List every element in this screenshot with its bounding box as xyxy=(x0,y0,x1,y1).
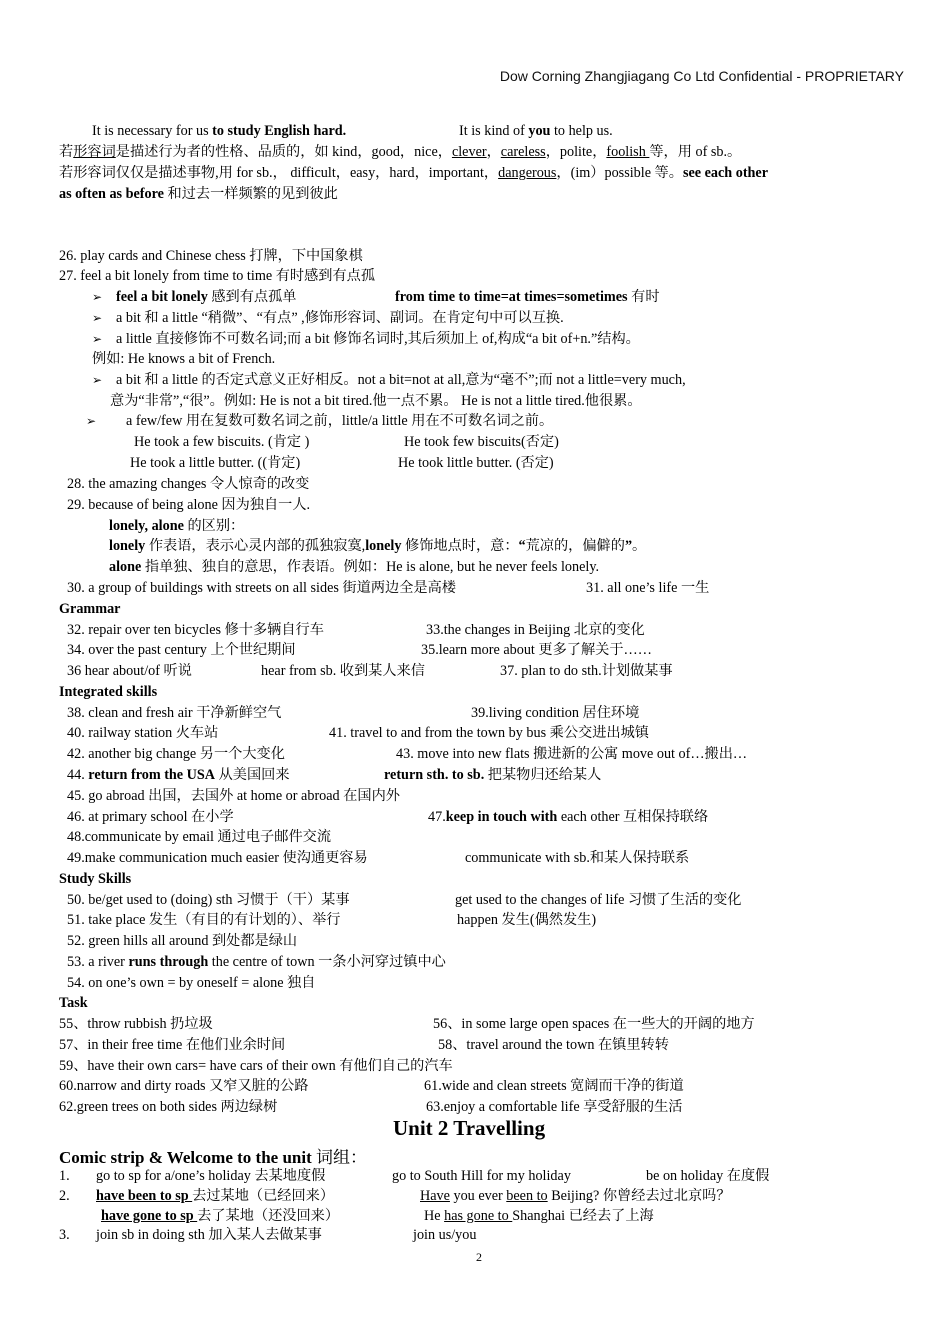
item-50: 50. be/get used to (doing) sth 习惯于（干）某事 xyxy=(67,892,350,908)
unit-item-2b-example xyxy=(424,1206,654,1226)
text: It is necessary for us xyxy=(92,123,213,139)
section-integrated: Integrated skills xyxy=(59,684,158,700)
item-34: 34. over the past century 上个世纪期间 xyxy=(67,642,296,658)
text: the centre of town 一条小河穿过镇中心 xyxy=(208,954,446,970)
text: a bit 和 a little “稍微”、“有点” ,修饰形容词、副词。在肯定句中可以互换. xyxy=(116,310,564,326)
item-39: 39.living condition 居住环境 xyxy=(471,705,640,721)
item-31: 31. all one’s life 一生 xyxy=(586,580,710,596)
text: 若形容词仅仅是描述事物,用 for sb.， difficult，easy，hard，important， xyxy=(59,165,499,181)
text: 44. xyxy=(67,767,89,783)
arrow-bullet-icon: ➢ xyxy=(92,332,103,346)
item-48: 48.communicate by email 通过电子邮件交流 xyxy=(67,829,332,845)
item-36: 36 hear about/of 听说 xyxy=(67,663,192,679)
item-46: 46. at primary school 在小学 xyxy=(67,809,234,825)
item-43: 43. move into new flats 搬进新的公寓 move out of…搬出… xyxy=(396,746,748,762)
item-61: 61.wide and clean streets 宽阔而干净的街道 xyxy=(424,1078,684,1094)
unit-item-2-num: 2. xyxy=(59,1188,70,1204)
text: 指单独、独自的意思，作表语。例如：He is alone, but he never feels lonely. xyxy=(141,559,600,575)
item-37: 37. plan to do sth.计划做某事 xyxy=(500,663,673,679)
bullet-3-example: 例如: He knows a bit of French. xyxy=(92,351,276,367)
item-32: 32. repair over ten bicycles 修十多辆自行车 xyxy=(67,622,324,638)
item-49b: communicate with sb.和某人保持联系 xyxy=(465,850,690,866)
lonely-heading xyxy=(109,516,244,536)
arrow-bullet-icon: ➢ xyxy=(92,311,103,325)
item-29: 29. because of being alone 因为独自一人. xyxy=(67,497,311,513)
text: ，polite， xyxy=(545,144,607,160)
arrow-bullet-icon: ➢ xyxy=(92,373,103,387)
text: Have xyxy=(420,1188,450,1204)
text: to help us. xyxy=(550,123,613,139)
unit-title: Unit 2 Travelling xyxy=(393,1116,546,1140)
text: have gone to sp xyxy=(101,1208,198,1224)
text: 感到有点孤单 xyxy=(207,289,297,305)
item-49: 49.make communication much easier 使沟通更容易 xyxy=(67,850,368,866)
item-36b: hear from sb. 收到某人来信 xyxy=(261,663,425,679)
item-42: 42. another big change 另一个大变化 xyxy=(67,746,285,762)
text: 若 xyxy=(59,144,74,160)
intro-line-1 xyxy=(92,121,346,141)
text: feel a bit lonely xyxy=(116,289,208,305)
text: 。 xyxy=(632,538,647,554)
text: 从美国回来 xyxy=(215,767,290,783)
item-51: 51. take place 发生（有目的有计划的）、举行 xyxy=(67,912,341,928)
section-task: Task xyxy=(59,995,88,1011)
item-57: 57、in their free time 在他们业余时间 xyxy=(59,1037,286,1053)
text: Beijing? 你曾经去过北京吗？ xyxy=(547,1188,731,1204)
text: 是描述行为者的性格、品质的，如 kind，good，nice， xyxy=(115,144,452,160)
text: lonely xyxy=(365,538,402,554)
text: 把某物归还给某人 xyxy=(484,767,602,783)
text: ，(im）possible 等。 xyxy=(556,165,683,181)
text: It is kind of xyxy=(459,123,529,139)
unit-item-2 xyxy=(96,1186,334,1206)
text: 修饰地点时，意： xyxy=(401,538,519,554)
bullet-3 xyxy=(92,329,640,349)
item-41: 41. travel to and from the town by bus 乘公交进出城镇 xyxy=(329,725,649,741)
text: 的区别： xyxy=(183,518,245,534)
text: keep in touch with xyxy=(445,809,558,825)
arrow-bullet-icon: ➢ xyxy=(92,290,103,304)
item-51b: happen 发生(偶然发生) xyxy=(457,912,597,928)
text: dangerous xyxy=(498,165,557,181)
item-54: 54. on one’s own = by oneself = alone 独自 xyxy=(67,975,316,991)
text: been to xyxy=(506,1188,548,1204)
bullet-5-ex3: He took a little butter. ((肯定) xyxy=(130,455,301,471)
text: runs through xyxy=(128,954,209,970)
item-40: 40. railway station 火车站 xyxy=(67,725,219,741)
text: 词组： xyxy=(311,1148,368,1167)
item-44b xyxy=(384,765,601,785)
text: to study English hard. xyxy=(212,123,347,139)
text: ， xyxy=(486,144,501,160)
lonely-line-2 xyxy=(109,557,599,577)
item-38: 38. clean and fresh air 干净新鲜空气 xyxy=(67,705,282,721)
bullet-2 xyxy=(92,308,564,328)
intro-line-2 xyxy=(59,142,741,162)
item-52: 52. green hills all around 到处都是绿山 xyxy=(67,933,298,949)
text: have been to sp xyxy=(96,1188,193,1204)
text: a little 直接修饰不可数名词;而 a bit 修饰名词时,其后须加上 of,构成“a bit of+n.”结构。 xyxy=(116,331,640,347)
bullet-5-ex4: He took little butter. (否定) xyxy=(398,455,554,471)
text: foolish xyxy=(606,144,650,160)
bullet-5 xyxy=(86,411,553,431)
item-35: 35.learn more about 更多了解关于…… xyxy=(421,642,652,658)
text: has gone to xyxy=(444,1208,513,1224)
text: clever xyxy=(451,144,487,160)
item-63: 63.enjoy a comfortable life 享受舒服的生活 xyxy=(426,1099,683,1115)
text: Shanghai 已经去了上海 xyxy=(512,1208,654,1224)
bullet-1 xyxy=(92,287,297,307)
item-26: 26. play cards and Chinese chess 打牌，下中国象棋 xyxy=(59,248,363,264)
item-45: 45. go abroad 出国，去国外 at home or abroad 在国内外 xyxy=(67,788,400,804)
text: lonely xyxy=(109,538,146,554)
unit-item-3-num: 3. xyxy=(59,1227,70,1243)
item-59: 59、have their own cars= have cars of their own 有他们自己的汽车 xyxy=(59,1058,453,1074)
item-62: 62.green trees on both sides 两边绿树 xyxy=(59,1099,278,1115)
text: 形容词 xyxy=(73,144,116,160)
text: a bit 和 a little 的否定式意义正好相反。not a bit=not at all,意为“毫不”;而 not a little=very much, xyxy=(116,372,686,388)
text: lonely, alone xyxy=(109,518,184,534)
item-27: 27. feel a bit lonely from time to time 有时感到有点孤 xyxy=(59,268,376,284)
item-33: 33.the changes in Beijing 北京的变化 xyxy=(426,622,645,638)
text: 作表语，表示心灵内部的孤独寂寞, xyxy=(145,538,366,554)
text: He xyxy=(424,1208,445,1224)
text: 53. a river xyxy=(67,954,129,970)
item-44 xyxy=(67,765,290,785)
intro-line-4 xyxy=(59,184,338,204)
text: careless xyxy=(500,144,546,160)
text: 等，用 of sb.。 xyxy=(649,144,742,160)
unit-item-2b xyxy=(101,1206,339,1226)
section-grammar: Grammar xyxy=(59,601,121,617)
text: from time to time=at times=sometimes xyxy=(395,289,628,305)
bullet-4-cont: 意为“非常”,“很”。例如: He is not a bit tired.他一点不累。 He is not a little tired.他很累。 xyxy=(110,393,642,409)
text: 和过去一样频繁的见到彼此 xyxy=(163,186,338,202)
text: you xyxy=(528,123,551,139)
intro-line-1b xyxy=(459,121,613,141)
text: you ever xyxy=(449,1188,507,1204)
text: ” xyxy=(624,538,633,554)
unit-item-3b: join us/you xyxy=(413,1227,477,1243)
unit-item-3: join sb in doing sth 加入某人去做某事 xyxy=(96,1227,322,1243)
item-60: 60.narrow and dirty roads 又窄又脏的公路 xyxy=(59,1078,309,1094)
intro-line-3 xyxy=(59,163,768,183)
text: return sth. to sb. xyxy=(384,767,485,783)
bullet-5-ex1: He took a few biscuits. (肯定 ) xyxy=(134,434,310,450)
arrow-bullet-icon: ➢ xyxy=(86,414,97,428)
text: return from the USA xyxy=(88,767,216,783)
unit-item-2-example xyxy=(420,1186,731,1206)
text: Comic strip & Welcome to the unit xyxy=(59,1148,312,1167)
page-header: Dow Corning Zhangjiagang Co Ltd Confidential - PROPRIETARY xyxy=(499,68,904,84)
bullet-1b xyxy=(395,287,660,307)
item-47 xyxy=(428,807,708,827)
section-study-skills: Study Skills xyxy=(59,871,132,887)
text: alone xyxy=(109,559,142,575)
lonely-line-1 xyxy=(109,536,646,556)
item-58: 58、travel around the town 在镇里转转 xyxy=(438,1037,669,1053)
text: as often as before xyxy=(59,186,164,202)
bullet-4 xyxy=(92,370,686,390)
text: each other 互相保持联络 xyxy=(557,809,709,825)
item-56: 56、in some large open spaces 在一些大的开阔的地方 xyxy=(433,1016,755,1032)
text: 荒凉的，偏僻的 xyxy=(525,538,625,554)
item-53 xyxy=(67,952,446,972)
item-28: 28. the amazing changes 令人惊奇的改变 xyxy=(67,476,310,492)
unit-item-1-num: 1. xyxy=(59,1168,70,1184)
text: a few/few 用在复数可数名词之前，little/a little 用在不可数名词之前。 xyxy=(126,413,554,429)
unit-item-1c: be on holiday 在度假 xyxy=(646,1168,770,1184)
text: 47. xyxy=(428,809,446,825)
text: 去过某地（已经回来） xyxy=(192,1188,335,1204)
comic-strip-heading xyxy=(59,1143,367,1168)
unit-item-1b: go to South Hill for my holiday xyxy=(392,1168,571,1184)
item-50b: get used to the changes of life 习惯了生活的变化 xyxy=(455,892,742,908)
text: 有时 xyxy=(627,289,660,305)
text: “ xyxy=(518,538,526,554)
unit-item-1: go to sp for a/one’s holiday 去某地度假 xyxy=(96,1168,326,1184)
bullet-5-ex2: He took few biscuits(否定) xyxy=(404,434,559,450)
text: 去了某地（还没回来） xyxy=(197,1208,340,1224)
item-30: 30. a group of buildings with streets on all sides 街道两边全是高楼 xyxy=(67,580,456,596)
text: see each other xyxy=(682,165,769,181)
page-number: 2 xyxy=(476,1250,482,1264)
item-55: 55、throw rubbish 扔垃圾 xyxy=(59,1016,213,1032)
